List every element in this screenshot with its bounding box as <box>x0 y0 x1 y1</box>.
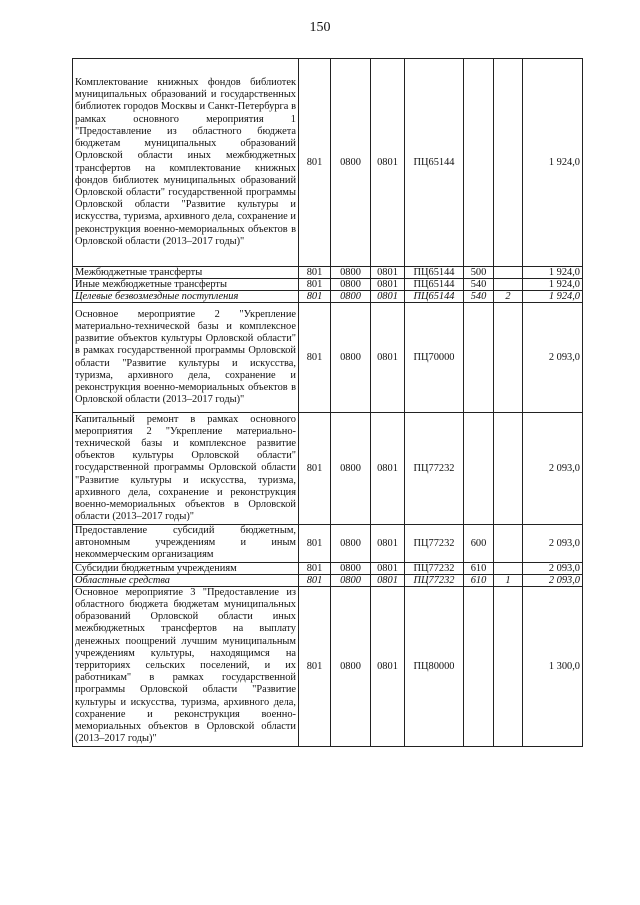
ved-code: 801 <box>299 586 331 746</box>
ved-code: 801 <box>299 413 331 525</box>
section-code: 0800 <box>331 59 371 267</box>
expense-type-code: 500 <box>464 267 494 279</box>
table-row <box>73 562 583 574</box>
ved-code: 801 <box>299 525 331 563</box>
source-code <box>494 279 523 291</box>
section-code: 0800 <box>331 279 371 291</box>
expense-type-code: 610 <box>464 574 494 586</box>
expense-type-code <box>464 303 494 413</box>
row-name: Межбюджетные трансферты <box>73 267 299 279</box>
subsection-code: 0801 <box>371 279 405 291</box>
source-code: 2 <box>494 291 523 303</box>
row-name: Основное мероприятие 3 "Предоставление из областного бюджета бюджетам муниципальных образований Орловской области иных межбюджетных трансфертов на выплату денежных поощрений лучшим муниципальным учреждениям культуры, находящимся на территориях сельских поселений, и их работникам" в рамках государственной программы Орловской области "Развитие культуры и искусства, туризма, архивного дела, сохранение и реконструкция военно-мемориальных объектов в Орловской области (2013–2017 годы)" <box>73 586 299 746</box>
target-article-code: ПЦ65144 <box>405 279 464 291</box>
table-row <box>73 574 583 586</box>
budget-table <box>72 58 583 747</box>
section-code: 0800 <box>331 303 371 413</box>
row-name: Комплектование книжных фондов библиотек муниципальных образований и государственных библиотек городов Москвы и Санкт-Петербурга в рамках основного мероприятия 1 "Предоставление из областного бюджета бюджетам муниципальных образований Орловской области иных межбюджетных трансфертов на комплектование книжных фондов библиотек муниципальных образований Орловской области" государственной программы Орловской области "Развитие культуры и искусства, туризма, архивного дела, сохранение и реконструкция военно-мемориальных объектов в Орловской области (2013–2017 годы)" <box>73 59 299 267</box>
ved-code: 801 <box>299 59 331 267</box>
section-code: 0800 <box>331 267 371 279</box>
amount: 1 924,0 <box>523 267 583 279</box>
table-row <box>73 413 583 525</box>
row-name: Капитальный ремонт в рамках основного мероприятия 2 "Укрепление материально-технической базы и комплексное развитие объектов культуры Орловской области" государственной программы Орловской области "Развитие культуры и искусства, туризма, архивного дела, сохранение и реконструкция военно-мемориальных объектов в Орловской области (2013–2017 годы)" <box>73 413 299 525</box>
subsection-code: 0801 <box>371 291 405 303</box>
section-code: 0800 <box>331 291 371 303</box>
subsection-code: 0801 <box>371 59 405 267</box>
ved-code: 801 <box>299 303 331 413</box>
source-code: 1 <box>494 574 523 586</box>
table-row <box>73 59 583 267</box>
table-row <box>73 303 583 413</box>
amount: 1 924,0 <box>523 291 583 303</box>
row-name: Областные средства <box>73 574 299 586</box>
row-name: Основное мероприятие 2 "Укрепление материально-технической базы и комплексное развитие объектов культуры Орловской области" в рамках государственной программы Орловской области "Развитие культуры и искусства, туризма, архивного дела, сохранение и реконструкция военно-мемориальных объектов в Орловской области (2013–2017 годы)" <box>73 303 299 413</box>
expense-type-code <box>464 59 494 267</box>
row-name: Иные межбюджетные трансферты <box>73 279 299 291</box>
source-code <box>494 562 523 574</box>
expense-type-code <box>464 586 494 746</box>
source-code <box>494 303 523 413</box>
target-article-code: ПЦ77232 <box>405 562 464 574</box>
table-row <box>73 291 583 303</box>
source-code <box>494 413 523 525</box>
expense-type-code: 540 <box>464 279 494 291</box>
ved-code: 801 <box>299 562 331 574</box>
row-name: Субсидии бюджетным учреждениям <box>73 562 299 574</box>
section-code: 0800 <box>331 574 371 586</box>
source-code <box>494 525 523 563</box>
target-article-code: ПЦ77232 <box>405 574 464 586</box>
subsection-code: 0801 <box>371 574 405 586</box>
target-article-code: ПЦ77232 <box>405 525 464 563</box>
subsection-code: 0801 <box>371 562 405 574</box>
target-article-code: ПЦ65144 <box>405 291 464 303</box>
target-article-code: ПЦ70000 <box>405 303 464 413</box>
section-code: 0800 <box>331 586 371 746</box>
expense-type-code: 610 <box>464 562 494 574</box>
amount: 2 093,0 <box>523 525 583 563</box>
expense-type-code: 540 <box>464 291 494 303</box>
amount: 2 093,0 <box>523 413 583 525</box>
row-name: Целевые безвозмездные поступления <box>73 291 299 303</box>
page-number: 150 <box>309 20 331 35</box>
target-article-code: ПЦ80000 <box>405 586 464 746</box>
expense-type-code <box>464 413 494 525</box>
source-code <box>494 59 523 267</box>
target-article-code: ПЦ77232 <box>405 413 464 525</box>
table-row <box>73 525 583 563</box>
target-article-code: ПЦ65144 <box>405 267 464 279</box>
table-row <box>73 586 583 746</box>
amount: 1 924,0 <box>523 279 583 291</box>
subsection-code: 0801 <box>371 525 405 563</box>
source-code <box>494 267 523 279</box>
section-code: 0800 <box>331 562 371 574</box>
ved-code: 801 <box>299 267 331 279</box>
table-row <box>73 279 583 291</box>
amount: 2 093,0 <box>523 574 583 586</box>
amount: 2 093,0 <box>523 303 583 413</box>
subsection-code: 0801 <box>371 267 405 279</box>
amount: 1 924,0 <box>523 59 583 267</box>
expense-type-code: 600 <box>464 525 494 563</box>
amount: 2 093,0 <box>523 562 583 574</box>
source-code <box>494 586 523 746</box>
ved-code: 801 <box>299 279 331 291</box>
table-row <box>73 267 583 279</box>
ved-code: 801 <box>299 291 331 303</box>
section-code: 0800 <box>331 413 371 525</box>
ved-code: 801 <box>299 574 331 586</box>
subsection-code: 0801 <box>371 586 405 746</box>
row-name: Предоставление субсидий бюджетным, автономным учреждениям и иным некоммерческим организациям <box>73 525 299 563</box>
amount: 1 300,0 <box>523 586 583 746</box>
subsection-code: 0801 <box>371 413 405 525</box>
section-code: 0800 <box>331 525 371 563</box>
subsection-code: 0801 <box>371 303 405 413</box>
target-article-code: ПЦ65144 <box>405 59 464 267</box>
